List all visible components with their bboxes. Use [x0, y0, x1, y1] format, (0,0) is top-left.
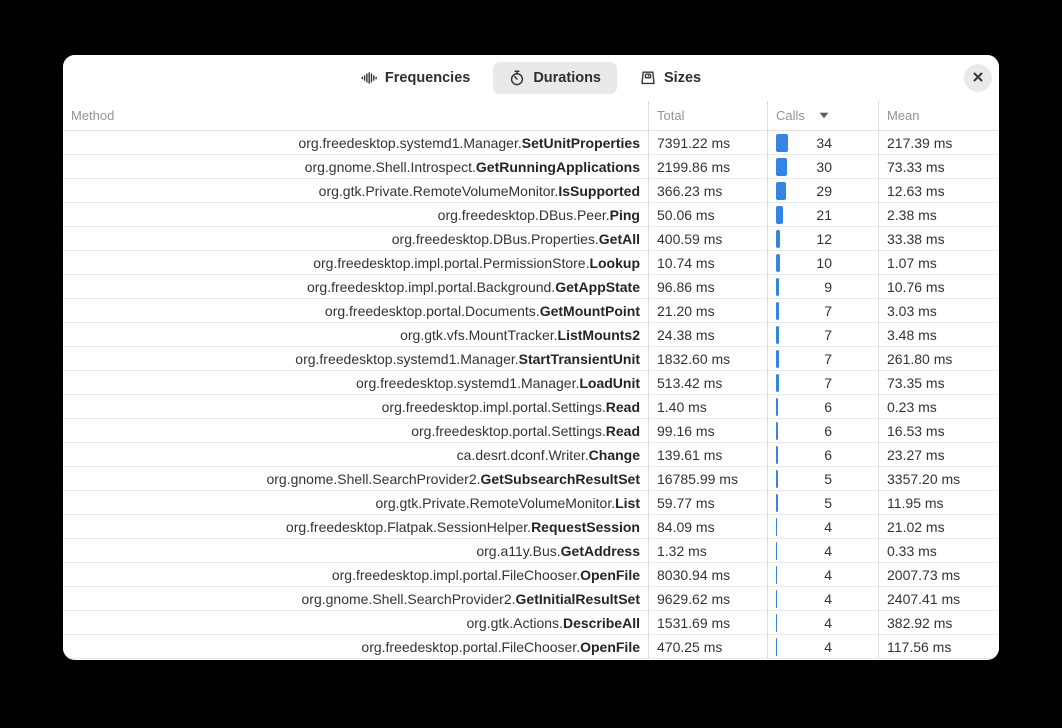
mean-cell: [878, 587, 999, 610]
method-cell: [63, 587, 648, 610]
method-cell: [63, 155, 648, 178]
column-header-calls[interactable]: [767, 101, 878, 130]
calls-bar: [776, 326, 779, 344]
mean-cell: [878, 539, 999, 562]
tab-label: Frequencies: [384, 70, 471, 86]
method-prefix: org.freedesktop.systemd1.Manager.: [295, 350, 519, 367]
total-cell: [648, 563, 767, 586]
total-cell: [648, 251, 767, 274]
calls-value: 10: [816, 254, 832, 271]
method-cell: [63, 179, 648, 202]
mean-cell: [878, 635, 999, 658]
table-row[interactable]: [63, 515, 999, 539]
total-value: 10.74 ms: [657, 254, 715, 271]
method-name: GetAddress: [560, 542, 640, 559]
tab-frequencies[interactable]: [345, 62, 486, 94]
mean-cell: [878, 515, 999, 538]
total-cell: [648, 635, 767, 658]
total-value: 513.42 ms: [657, 374, 723, 391]
calls-bar: [776, 206, 783, 224]
mean-value: 3357.20 ms: [887, 470, 961, 487]
method-name: LoadUnit: [579, 374, 640, 391]
method-cell: [63, 611, 648, 634]
mean-cell: [878, 491, 999, 514]
method-cell: [63, 563, 648, 586]
calls-bar: [776, 446, 778, 464]
mean-value: 1.07 ms: [887, 254, 937, 271]
total-value: 139.61 ms: [657, 446, 723, 463]
method-prefix: org.freedesktop.portal.FileChooser.: [361, 638, 581, 655]
calls-cell: [767, 371, 878, 394]
calls-bar: [776, 422, 778, 440]
calls-cell: [767, 539, 878, 562]
method-name: OpenFile: [580, 566, 640, 583]
calls-bar: [776, 614, 777, 632]
calls-bar: [776, 518, 777, 536]
total-value: 99.16 ms: [657, 422, 715, 439]
calls-bar: [776, 374, 779, 392]
calls-value: 7: [824, 374, 832, 391]
view-switcher: [345, 62, 717, 94]
column-label: Calls: [776, 108, 805, 123]
calls-cell: [767, 347, 878, 370]
method-prefix: org.gtk.Private.RemoteVolumeMonitor.: [375, 494, 616, 511]
method-cell: [63, 275, 648, 298]
table-header-row: [63, 101, 999, 131]
durations-table: [63, 101, 999, 660]
method-name: GetRunningApplications: [475, 158, 640, 175]
method-name: StartTransientUnit: [518, 350, 640, 367]
total-value: 84.09 ms: [657, 518, 715, 535]
total-value: 50.06 ms: [657, 206, 715, 223]
calls-bar: [776, 542, 777, 560]
method-cell: [63, 251, 648, 274]
close-icon: [972, 71, 984, 86]
calls-cell: [767, 611, 878, 634]
column-label: Mean: [887, 108, 920, 123]
method-name: Read: [605, 422, 640, 439]
calls-bar: [776, 278, 779, 296]
calls-value: 7: [824, 302, 832, 319]
method-name: RequestSession: [531, 518, 640, 535]
mean-value: 2407.41 ms: [887, 590, 961, 607]
total-value: 59.77 ms: [657, 494, 715, 511]
calls-value: 30: [816, 158, 832, 175]
table-row[interactable]: [63, 299, 999, 323]
mean-value: 2007.73 ms: [887, 566, 961, 583]
calls-value: 5: [824, 494, 832, 511]
method-name: ListMounts2: [557, 326, 640, 343]
calls-value: 34: [816, 134, 832, 151]
total-cell: [648, 227, 767, 250]
table-row[interactable]: [63, 251, 999, 275]
calls-bar: [776, 182, 786, 200]
total-cell: [648, 611, 767, 634]
calls-bar: [776, 158, 787, 176]
calls-cell: [767, 275, 878, 298]
calls-cell: [767, 299, 878, 322]
mean-cell: [878, 227, 999, 250]
mean-cell: [878, 155, 999, 178]
tab-sizes[interactable]: [624, 62, 717, 94]
total-value: 1.32 ms: [657, 542, 707, 559]
calls-bar: [776, 494, 778, 512]
method-prefix: org.freedesktop.DBus.Peer.: [437, 206, 610, 223]
method-name: Read: [605, 398, 640, 415]
method-name: Lookup: [589, 254, 640, 271]
total-value: 96.86 ms: [657, 278, 715, 295]
table-row[interactable]: [63, 371, 999, 395]
calls-cell: [767, 155, 878, 178]
mean-value: 11.95 ms: [887, 494, 944, 511]
mean-value: 0.33 ms: [887, 542, 937, 559]
total-cell: [648, 179, 767, 202]
table-row[interactable]: [63, 323, 999, 347]
tab-durations[interactable]: [493, 62, 617, 94]
method-cell: [63, 443, 648, 466]
calls-bar: [776, 230, 780, 248]
total-cell: [648, 443, 767, 466]
calls-bar: [776, 470, 778, 488]
total-cell: [648, 371, 767, 394]
column-header-method[interactable]: [63, 101, 648, 130]
method-prefix: org.freedesktop.impl.portal.Background.: [306, 278, 556, 295]
total-value: 7391.22 ms: [657, 134, 731, 151]
method-prefix: org.gnome.Shell.Introspect.: [304, 158, 476, 175]
mean-cell: [878, 347, 999, 370]
total-cell: [648, 515, 767, 538]
calls-cell: [767, 419, 878, 442]
calls-cell: [767, 491, 878, 514]
calls-cell: [767, 587, 878, 610]
calls-cell: [767, 443, 878, 466]
calls-value: 4: [824, 590, 832, 607]
table-row[interactable]: [63, 131, 999, 155]
mean-cell: [878, 131, 999, 154]
calls-value: 4: [824, 614, 832, 631]
total-value: 470.25 ms: [657, 638, 723, 655]
calls-cell: [767, 323, 878, 346]
mean-value: 16.53 ms: [887, 422, 945, 439]
sizes-icon: [640, 70, 656, 86]
total-cell: [648, 395, 767, 418]
total-cell: [648, 347, 767, 370]
method-prefix: ca.desrt.dconf.Writer.: [456, 446, 589, 463]
method-name: GetAll: [598, 230, 640, 247]
method-prefix: org.freedesktop.impl.portal.Settings.: [381, 398, 606, 415]
close-button[interactable]: [964, 64, 992, 92]
method-prefix: org.freedesktop.DBus.Properties.: [391, 230, 599, 247]
total-cell: [648, 203, 767, 226]
method-name: Change: [588, 446, 640, 463]
mean-cell: [878, 395, 999, 418]
method-prefix: org.freedesktop.systemd1.Manager.: [356, 374, 580, 391]
total-cell: [648, 539, 767, 562]
calls-bar: [776, 134, 788, 152]
method-prefix: org.freedesktop.portal.Settings.: [411, 422, 606, 439]
column-label: Method: [71, 108, 115, 123]
mean-value: 73.33 ms: [887, 158, 945, 175]
table-row[interactable]: [63, 611, 999, 635]
method-prefix: org.freedesktop.impl.portal.PermissionStore.: [313, 254, 590, 271]
app-window: [63, 55, 999, 660]
calls-cell: [767, 203, 878, 226]
calls-cell: [767, 563, 878, 586]
calls-cell: [767, 515, 878, 538]
column-label: Total: [657, 108, 685, 123]
table-row[interactable]: [63, 395, 999, 419]
calls-value: 9: [824, 278, 832, 295]
total-value: 24.38 ms: [657, 326, 715, 343]
calls-bar: [776, 566, 777, 584]
method-cell: [63, 347, 648, 370]
mean-cell: [878, 251, 999, 274]
calls-value: 7: [824, 326, 832, 343]
mean-value: 261.80 ms: [887, 350, 953, 367]
table-row[interactable]: [63, 419, 999, 443]
total-cell: [648, 587, 767, 610]
method-prefix: org.gtk.Actions.: [466, 614, 563, 631]
method-prefix: org.freedesktop.Flatpak.SessionHelper.: [285, 518, 532, 535]
calls-value: 29: [816, 182, 832, 199]
calls-cell: [767, 251, 878, 274]
total-cell: [648, 131, 767, 154]
method-cell: [63, 467, 648, 490]
table-row[interactable]: [63, 347, 999, 371]
method-prefix: org.gnome.Shell.SearchProvider2.: [301, 590, 516, 607]
method-cell: [63, 515, 648, 538]
calls-bar: [776, 302, 779, 320]
calls-bar: [776, 350, 779, 368]
table-row[interactable]: [63, 179, 999, 203]
total-cell: [648, 491, 767, 514]
method-cell: [63, 491, 648, 514]
method-cell: [63, 395, 648, 418]
calls-bar: [776, 398, 778, 416]
calls-value: 4: [824, 542, 832, 559]
calls-cell: [767, 131, 878, 154]
mean-value: 0.23 ms: [887, 398, 937, 415]
method-prefix: org.gtk.Private.RemoteVolumeMonitor.: [318, 182, 559, 199]
calls-bar: [776, 638, 777, 656]
method-name: DescribeAll: [562, 614, 640, 631]
method-name: Ping: [609, 206, 640, 223]
calls-value: 21: [816, 206, 832, 223]
mean-value: 73.35 ms: [887, 374, 945, 391]
total-value: 1531.69 ms: [657, 614, 731, 631]
mean-cell: [878, 419, 999, 442]
total-value: 8030.94 ms: [657, 566, 731, 583]
method-prefix: org.gtk.vfs.MountTracker.: [400, 326, 558, 343]
method-cell: [63, 323, 648, 346]
total-value: 2199.86 ms: [657, 158, 731, 175]
calls-value: 6: [824, 446, 832, 463]
sort-descending-icon: [819, 112, 829, 119]
method-name: OpenFile: [580, 638, 640, 655]
total-cell: [648, 299, 767, 322]
method-cell: [63, 419, 648, 442]
tab-label: Durations: [533, 70, 601, 86]
method-cell: [63, 371, 648, 394]
method-prefix: org.freedesktop.impl.portal.FileChooser.: [331, 566, 581, 583]
total-value: 366.23 ms: [657, 182, 723, 199]
table-row[interactable]: [63, 443, 999, 467]
calls-bar: [776, 254, 780, 272]
table-row[interactable]: [63, 539, 999, 563]
table-row[interactable]: [63, 227, 999, 251]
calls-cell: [767, 179, 878, 202]
total-cell: [648, 323, 767, 346]
calls-value: 6: [824, 398, 832, 415]
method-cell: [63, 131, 648, 154]
mean-cell: [878, 323, 999, 346]
total-cell: [648, 467, 767, 490]
method-cell: [63, 203, 648, 226]
table-body: [63, 131, 999, 660]
mean-cell: [878, 299, 999, 322]
total-value: 1.40 ms: [657, 398, 707, 415]
table-row[interactable]: [63, 203, 999, 227]
mean-value: 217.39 ms: [887, 134, 953, 151]
table-row[interactable]: [63, 467, 999, 491]
calls-cell: [767, 467, 878, 490]
total-value: 400.59 ms: [657, 230, 723, 247]
table-row[interactable]: [63, 587, 999, 611]
column-header-mean[interactable]: [878, 101, 999, 130]
method-prefix: org.gnome.Shell.SearchProvider2.: [266, 470, 481, 487]
mean-value: 21.02 ms: [887, 518, 945, 535]
mean-value: 3.48 ms: [887, 326, 937, 343]
header-bar: [63, 55, 999, 101]
method-cell: [63, 635, 648, 658]
calls-bar: [776, 590, 777, 608]
method-prefix: org.freedesktop.portal.Documents.: [324, 302, 540, 319]
method-name: List: [615, 494, 640, 511]
method-name: GetAppState: [555, 278, 640, 295]
mean-value: 23.27 ms: [887, 446, 945, 463]
table-row[interactable]: [63, 491, 999, 515]
method-prefix: org.a11y.Bus.: [476, 542, 561, 559]
calls-value: 4: [824, 566, 832, 583]
mean-value: 2.38 ms: [887, 206, 937, 223]
mean-cell: [878, 467, 999, 490]
table-row[interactable]: [63, 635, 999, 659]
method-cell: [63, 299, 648, 322]
column-header-total[interactable]: [648, 101, 767, 130]
calls-value: 4: [824, 638, 832, 655]
calls-value: 7: [824, 350, 832, 367]
mean-cell: [878, 179, 999, 202]
tab-label: Sizes: [664, 70, 702, 86]
mean-cell: [878, 563, 999, 586]
method-cell: [63, 539, 648, 562]
calls-value: 4: [824, 518, 832, 535]
table-row[interactable]: [63, 155, 999, 179]
method-name: GetSubsearchResultSet: [480, 470, 640, 487]
mean-cell: [878, 275, 999, 298]
mean-cell: [878, 371, 999, 394]
total-cell: [648, 419, 767, 442]
calls-value: 5: [824, 470, 832, 487]
mean-cell: [878, 611, 999, 634]
method-name: SetUnitProperties: [521, 134, 640, 151]
total-value: 1832.60 ms: [657, 350, 731, 367]
mean-cell: [878, 443, 999, 466]
mean-value: 382.92 ms: [887, 614, 953, 631]
total-cell: [648, 155, 767, 178]
method-prefix: org.freedesktop.systemd1.Manager.: [298, 134, 522, 151]
calls-cell: [767, 395, 878, 418]
calls-cell: [767, 227, 878, 250]
method-cell: [63, 227, 648, 250]
total-value: 21.20 ms: [657, 302, 715, 319]
mean-value: 3.03 ms: [887, 302, 937, 319]
mean-value: 33.38 ms: [887, 230, 945, 247]
frequencies-icon: [361, 70, 377, 86]
table-row[interactable]: [63, 563, 999, 587]
mean-value: 10.76 ms: [887, 278, 945, 295]
method-name: GetInitialResultSet: [515, 590, 640, 607]
mean-value: 12.63 ms: [887, 182, 945, 199]
method-name: IsSupported: [558, 182, 640, 199]
durations-icon: [509, 70, 525, 86]
total-value: 16785.99 ms: [657, 470, 738, 487]
total-cell: [648, 275, 767, 298]
table-row[interactable]: [63, 275, 999, 299]
mean-value: 117.56 ms: [887, 638, 952, 655]
calls-cell: [767, 635, 878, 658]
mean-cell: [878, 203, 999, 226]
total-value: 9629.62 ms: [657, 590, 731, 607]
calls-value: 12: [816, 230, 832, 247]
method-name: GetMountPoint: [539, 302, 640, 319]
calls-value: 6: [824, 422, 832, 439]
